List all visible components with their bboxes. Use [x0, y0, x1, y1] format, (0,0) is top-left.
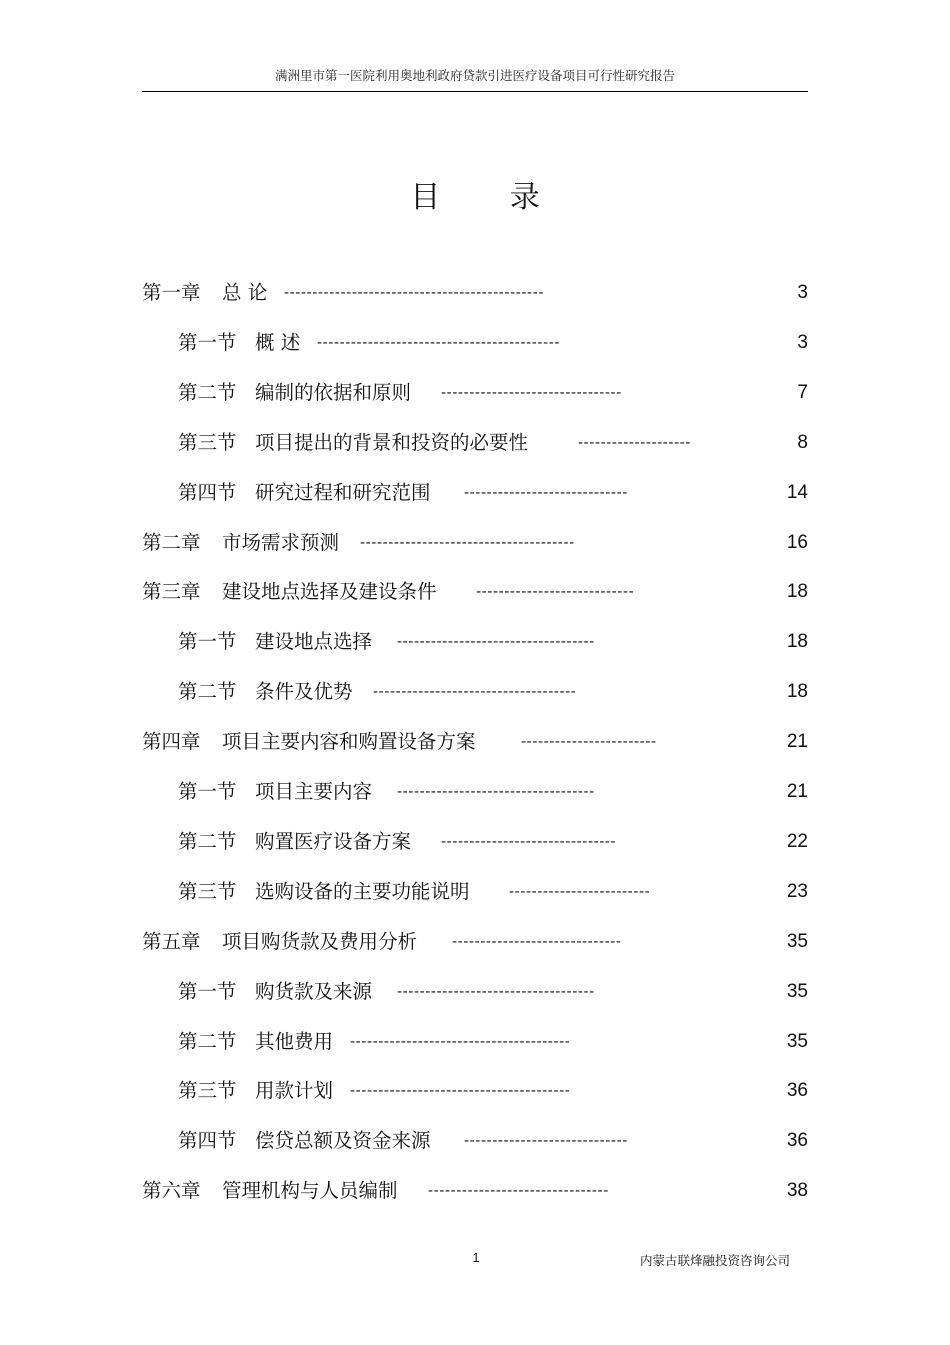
toc-dot-leader: -----------------------------: [464, 484, 628, 501]
toc-entry-page: 18: [786, 631, 808, 653]
toc-dot-leader: -----------------------------: [464, 1133, 628, 1150]
toc-entry-label: 第二节: [178, 680, 237, 704]
toc-entry[interactable]: [0, 1076, 950, 1106]
toc-entry-title: 项目购货款及费用分析: [222, 929, 418, 953]
toc-entry-title: 项目提出的背景和投资的必要性: [255, 430, 529, 454]
toc-entry[interactable]: [0, 977, 950, 1007]
toc-entry-title: 其他费用: [255, 1029, 334, 1053]
toc-entry-label: 第二节: [178, 829, 237, 853]
toc-entry-page: 3: [797, 331, 808, 353]
toc-entry-page: 36: [786, 1080, 808, 1102]
header-divider: [142, 91, 808, 92]
toc-entry[interactable]: [0, 877, 950, 907]
toc-entry-label: 第四节: [178, 480, 237, 504]
toc-entry-title: 项目主要内容: [255, 780, 373, 803]
toc-entry-page: 23: [786, 880, 808, 902]
toc-entry-label: 第三章: [142, 580, 201, 604]
toc-dot-leader: ----------------------------------------------: [284, 285, 544, 301]
toc-dot-leader: -----------------------------------: [397, 634, 595, 651]
toc-entry[interactable]: [0, 677, 950, 707]
toc-entry-page: 21: [786, 781, 808, 802]
toc-entry-label: 第三节: [178, 879, 237, 903]
toc-entry[interactable]: [0, 1027, 950, 1057]
toc-dot-leader: ----------------------------: [476, 584, 635, 601]
toc-entry-title: 条件及优势: [255, 680, 353, 704]
toc-dot-leader: ------------------------: [521, 734, 657, 751]
toc-dot-leader: -------------------------------------------: [317, 334, 561, 351]
toc-entry-title: 管理机构与人员编制: [222, 1179, 398, 1203]
footer-company-name: 内蒙古联烽融投资咨询公司: [639, 1253, 790, 1268]
toc-entry-page: 35: [786, 930, 808, 952]
toc-entry[interactable]: [0, 627, 950, 657]
toc-entry-title: 市场需求预测: [222, 530, 340, 554]
toc-entry-title: 建设地点选择: [255, 630, 373, 654]
toc-dot-leader: --------------------------------------: [360, 534, 575, 551]
toc-dot-leader: -------------------------------: [441, 833, 617, 850]
toc-entry-page: 7: [797, 381, 808, 403]
toc-entry-label: 第二节: [178, 1029, 237, 1053]
toc-entry[interactable]: [0, 328, 950, 358]
toc-entry-label: 第二章: [142, 530, 201, 554]
toc-entry-label: 第三节: [178, 1079, 237, 1103]
toc-entry-page: 38: [786, 1180, 808, 1202]
toc-entry-page: 18: [786, 681, 808, 703]
toc-entry[interactable]: [0, 278, 950, 308]
toc-entry-title: 选购设备的主要功能说明: [255, 879, 470, 903]
toc-entry[interactable]: [0, 927, 950, 957]
toc-entry-title: 研究过程和研究范围: [255, 480, 431, 504]
toc-dot-leader: ------------------------------------: [373, 684, 577, 701]
toc-entry-label: 第二节: [178, 380, 237, 404]
toc-entry[interactable]: [0, 727, 950, 757]
toc-entry[interactable]: [0, 528, 950, 558]
toc-entry-label: 第一节: [178, 330, 237, 354]
toc-entry-title: 用款计划: [255, 1079, 334, 1103]
toc-entry-page: 18: [786, 581, 808, 603]
toc-heading: 目 录: [410, 180, 570, 215]
toc-entry[interactable]: [0, 577, 950, 607]
toc-entry-title: 总 论: [222, 281, 268, 304]
toc-entry[interactable]: [0, 827, 950, 857]
toc-dot-leader: -------------------------: [509, 883, 651, 900]
toc-entry-page: 16: [786, 531, 808, 553]
toc-entry-title: 编制的依据和原则: [255, 380, 412, 404]
toc-entry-page: 21: [786, 731, 808, 753]
toc-entry-page: 8: [797, 431, 808, 453]
toc-entry-title: 概 述: [255, 330, 301, 354]
toc-dot-leader: --------------------------------: [428, 1183, 609, 1200]
toc-dot-leader: ---------------------------------------: [350, 1083, 571, 1100]
toc-entry-title: 项目主要内容和购置设备方案: [222, 730, 476, 754]
toc-entry[interactable]: [0, 1176, 950, 1206]
toc-entry[interactable]: [0, 378, 950, 408]
toc-entry-label: 第五章: [142, 929, 201, 953]
toc-entry-title: 偿贷总额及资金来源: [255, 1129, 431, 1153]
toc-entry-label: 第一节: [178, 979, 237, 1003]
toc-dot-leader: --------------------: [578, 434, 692, 451]
toc-entry[interactable]: [0, 428, 950, 458]
toc-entry-title: 购置医疗设备方案: [255, 829, 412, 853]
toc-entry-title: 购货款及来源: [255, 979, 373, 1003]
running-header: 满洲里市第一医院利用奥地利政府贷款引进医疗设备项目可行性研究报告: [274, 68, 675, 83]
toc-entry-label: 第一节: [178, 780, 237, 803]
toc-entry-label: 第一节: [178, 630, 237, 654]
toc-entry-label: 第六章: [142, 1179, 201, 1203]
toc-entry-page: 22: [786, 830, 808, 852]
toc-dot-leader: --------------------------------: [441, 384, 622, 401]
toc-entry-page: 3: [797, 282, 808, 303]
toc-entry[interactable]: [0, 1126, 950, 1156]
toc-dot-leader: ------------------------------: [452, 933, 622, 950]
toc-entry-page: 35: [786, 1030, 808, 1052]
toc-entry-label: 第四节: [178, 1129, 237, 1153]
toc-entry[interactable]: [0, 777, 950, 807]
toc-dot-leader: ---------------------------------------: [350, 1033, 571, 1050]
toc-dot-leader: -----------------------------------: [397, 784, 595, 800]
toc-entry-label: 第四章: [142, 730, 201, 754]
toc-entry-label: 第三节: [178, 430, 237, 454]
toc-entry-page: 36: [786, 1130, 808, 1152]
toc-entry-page: 14: [786, 481, 808, 503]
toc-dot-leader: -----------------------------------: [397, 983, 595, 1000]
toc-entry-label: 第一章: [142, 281, 201, 304]
footer-page-number: 1: [472, 1251, 480, 1265]
toc-entry-page: 35: [786, 980, 808, 1002]
toc-entry[interactable]: [0, 478, 950, 508]
toc-entry-title: 建设地点选择及建设条件: [222, 580, 437, 604]
